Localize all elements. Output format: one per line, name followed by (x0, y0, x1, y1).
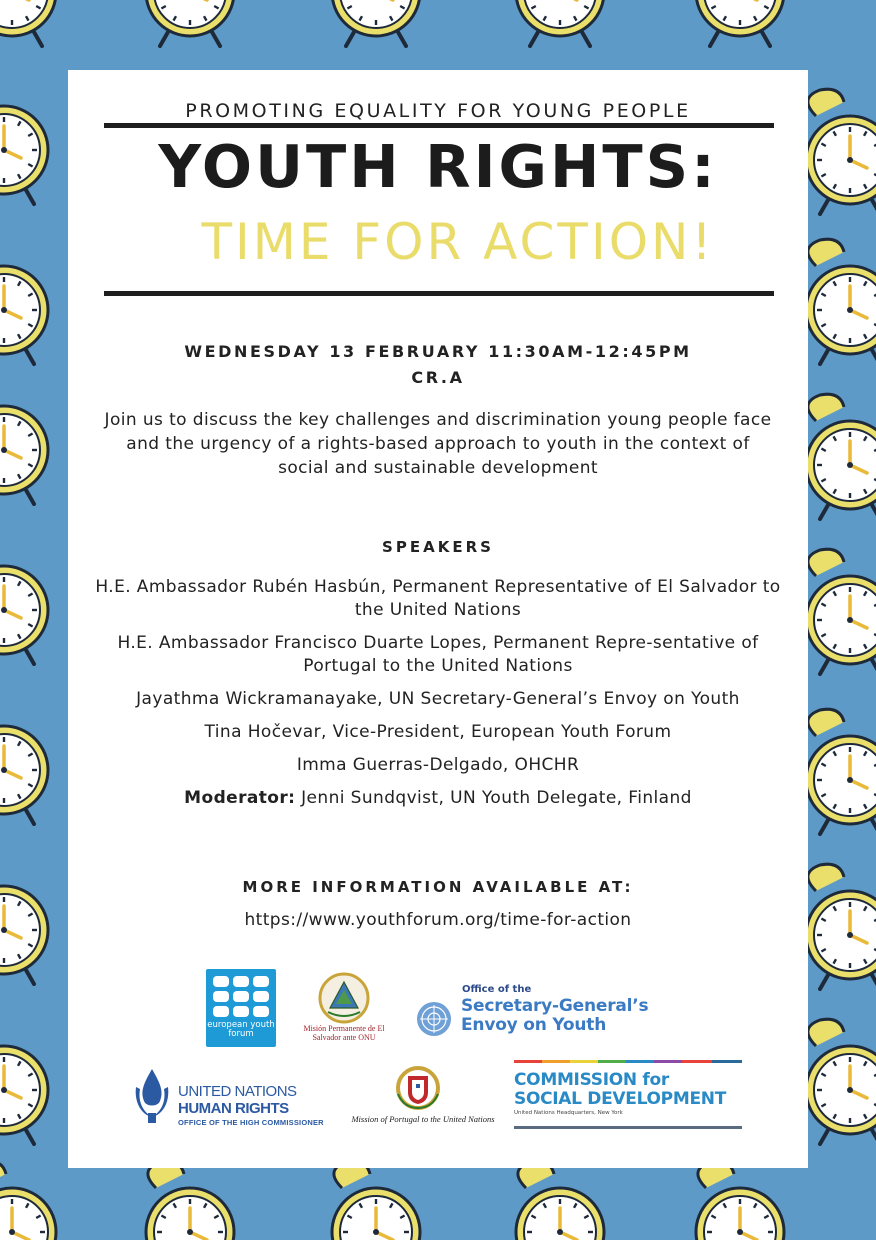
csd-line2: SOCIAL DEVELOPMENT (514, 1089, 726, 1109)
ohchr-line3: OFFICE OF THE HIGH COMMISSIONER (178, 1118, 324, 1127)
eyf-logo-text: european youth forum (207, 1020, 275, 1039)
speaker-text: Jenni Sundqvist, UN Youth Delegate, Finland (295, 788, 692, 808)
csd-line3: United Nations Headquarters, New York (514, 1110, 623, 1116)
portugal-mission-text: Mission of Portugal to the United Nations (351, 1114, 495, 1124)
poster-subtitle: PROMOTING EQUALITY FOR YOUNG PEOPLE (185, 100, 691, 122)
speaker-text: Tina Hočevar, Vice-President, European Youth Forum (204, 722, 672, 742)
speaker-item (92, 754, 784, 777)
speaker-item (92, 688, 784, 711)
csd-divider (514, 1126, 742, 1129)
sg-envoy-title-line1: Secretary-General’s (461, 996, 649, 1016)
un-emblem-icon (414, 999, 454, 1039)
speaker-text: H.E. Ambassador Rubén Hasbún, Permanent Representative of El Salvador to the United Nations (95, 577, 781, 620)
speaker-item (92, 632, 784, 678)
el-salvador-emblem-icon (318, 972, 370, 1024)
more-info-link[interactable]: https://www.youthforum.org/time-for-action (244, 910, 632, 930)
top-divider (104, 123, 774, 128)
speaker-moderator (92, 787, 784, 810)
bottom-divider (104, 291, 774, 296)
european-youth-forum-logo (206, 969, 276, 1047)
portugal-coat-of-arms-icon (394, 1064, 442, 1110)
speaker-text: Imma Guerras-Delgado, OHCHR (296, 755, 580, 775)
sg-envoy-office-text: Office of the (462, 984, 532, 995)
human-rights-flame-icon (130, 1067, 174, 1125)
speaker-item (92, 576, 784, 622)
poster-panel (68, 70, 808, 1168)
moderator-label: Moderator: (184, 788, 296, 808)
poster-tagline: TIME FOR ACTION! (201, 213, 715, 271)
csd-line1: COMMISSION for (514, 1070, 669, 1090)
speaker-text: Jayathma Wickramanayake, UN Secretary-General’s Envoy on Youth (136, 689, 740, 709)
speakers-heading: SPEAKERS (382, 538, 494, 556)
speaker-text: H.E. Ambassador Francisco Duarte Lopes, Permanent Repre-sentative of Portugal to the United Nations (117, 633, 759, 676)
speaker-item (92, 721, 784, 744)
ohchr-line1: UNITED NATIONS (178, 1083, 297, 1100)
event-description: Join us to discuss the key challenges and discrimination young people face and the urgency of a rights-based approach to youth in the context of social and sustainable development (104, 410, 772, 478)
speakers-list (92, 576, 784, 820)
speech-bubbles-icon (213, 976, 269, 1018)
event-room: CR.A (411, 368, 465, 387)
poster-title: YOUTH RIGHTS: (158, 132, 718, 201)
csd-color-bars-icon (514, 1060, 742, 1066)
more-info-heading: MORE INFORMATION AVAILABLE AT: (242, 878, 634, 896)
event-date-time: WEDNESDAY 13 FEBRUARY 11:30AM-12:45PM (184, 342, 692, 361)
sg-envoy-title-line2: Envoy on Youth (461, 1015, 607, 1035)
ohchr-line2: HUMAN RIGHTS (178, 1100, 289, 1117)
el-salvador-mission-text: Misión Permanente de El Salvador ante ONU (303, 1024, 385, 1042)
